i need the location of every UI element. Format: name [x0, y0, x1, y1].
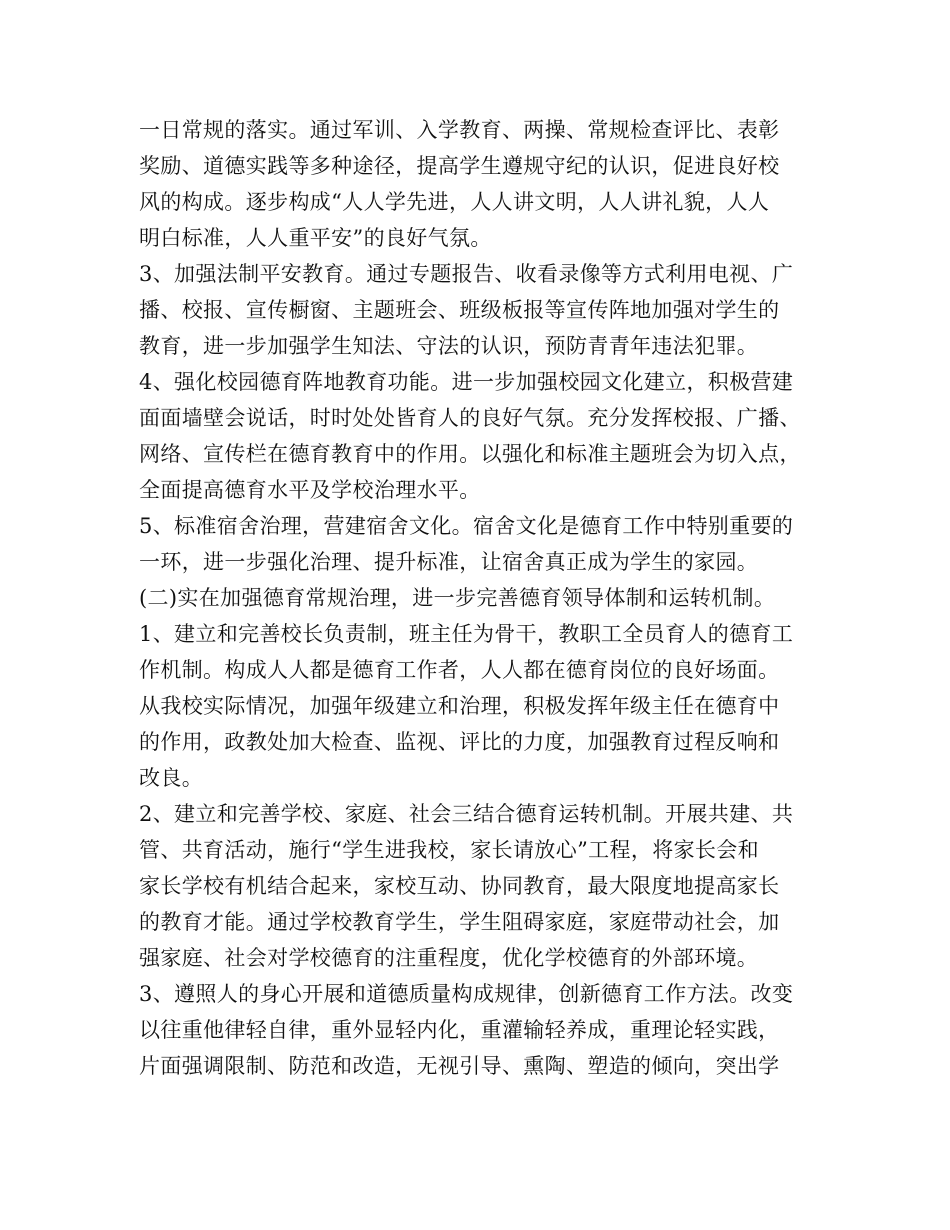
- text-line: 5、标准宿舍治理，营建宿舍文化。宿舍文化是德育工作中特别重要的: [139, 514, 794, 538]
- text-line: 4、强化校园德育阵地教育功能。进一步加强校园文化建立，积极营建: [139, 370, 794, 394]
- text-line: 以往重他律轻自律，重外显轻内化，重灌输轻养成，重理论轻实践，: [139, 1018, 780, 1042]
- text-line: 从我校实际情况，加强年级建立和治理，积极发挥年级主任在德育中: [139, 694, 780, 718]
- text-line: 全面提高德育水平及学校治理水平。: [139, 478, 481, 502]
- text-line: (二)实在加强德育常规治理，进一步完善德育领导体制和运转机制。: [139, 586, 776, 610]
- text-line: 强家庭、社会对学校德育的注重程度，优化学校德育的外部环境。: [139, 946, 759, 970]
- text-line: 1、建立和完善校长负责制，班主任为骨干，教职工全员育人的德育工: [139, 622, 794, 646]
- text-line: 奖励、道德实践等多种途径，提高学生遵规守纪的认识，促进良好校: [139, 154, 780, 178]
- text-line: 一环，进一步强化治理、提升标准，让宿舍真正成为学生的家园。: [139, 550, 759, 574]
- text-line: 播、校报、宣传橱窗、主题班会、班级板报等宣传阵地加强对学生的: [139, 298, 780, 322]
- text-line: 片面强调限制、防范和改造，无视引导、熏陶、塑造的倾向，突出学: [139, 1054, 780, 1078]
- text-line: 改良。: [139, 766, 204, 790]
- text-line: 风的构成。逐步构成“人人学先进，人人讲文明，人人讲礼貌，人人: [139, 190, 770, 214]
- text-line: 管、共育活动，施行“学生进我校，家长请放心”工程，将家长会和: [139, 838, 759, 862]
- text-line: 一日常规的落实。通过军训、入学教育、两操、常规检查评比、表彰: [139, 118, 780, 142]
- text-line: 网络、宣传栏在德育教育中的作用。以强化和标准主题班会为切入点，: [139, 442, 801, 466]
- text-line: 面面墙壁会说话，时时处处皆育人的良好气氛。充分发挥校报、广播、: [139, 406, 801, 430]
- text-line: 的作用，政教处加大检查、监视、评比的力度，加强教育过程反响和: [139, 730, 780, 754]
- document-body: [139, 112, 839, 1084]
- text-line: 教育，进一步加强学生知法、守法的认识，预防青青年违法犯罪。: [139, 334, 759, 358]
- text-line: 3、加强法制平安教育。通过专题报告、收看录像等方式利用电视、广: [139, 262, 794, 286]
- text-line: 家长学校有机结合起来，家校互动、协同教育，最大限度地提高家长: [139, 874, 780, 898]
- text-line: 明白标准，人人重平安”的良好气氛。: [139, 226, 492, 250]
- text-line: 3、遵照人的身心开展和道德质量构成规律，创新德育工作方法。改变: [139, 982, 794, 1006]
- text-line: 作机制。构成人人都是德育工作者，人人都在德育岗位的良好场面。: [139, 658, 780, 682]
- text-line: 的教育才能。通过学校教育学生，学生阻碍家庭，家庭带动社会，加: [139, 910, 780, 934]
- text-line: 2、建立和完善学校、家庭、社会三结合德育运转机制。开展共建、共: [139, 802, 794, 826]
